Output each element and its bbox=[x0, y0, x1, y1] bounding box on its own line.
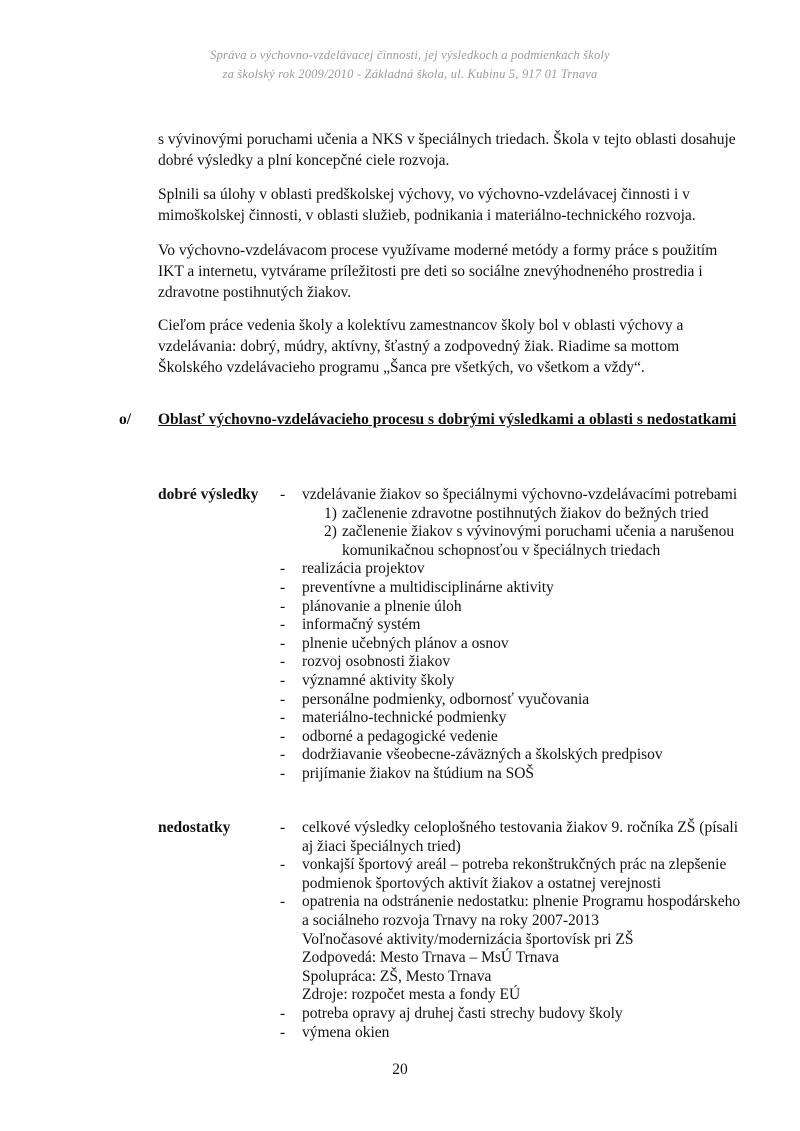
list-item bbox=[280, 672, 740, 691]
sublist-text: začlenenie zdravotne postihnutých žiakov do bežných tried bbox=[342, 504, 709, 522]
paragraph-1: s vývinovými poruchami učenia a NKS v špeciálnych triedach. Škola v tejto oblasti dosahuje dobré výsledky a plní koncepčné ciele rozvoja. bbox=[158, 131, 736, 169]
list-dash: - bbox=[280, 709, 286, 727]
list-dash: - bbox=[280, 1023, 286, 1041]
list-item-text: realizácia projektov bbox=[302, 560, 425, 578]
list-item bbox=[280, 856, 750, 893]
list-item bbox=[280, 819, 750, 856]
section-letter: o/ bbox=[119, 411, 132, 428]
shortcomings-label: nedostatky bbox=[158, 819, 231, 836]
list-dash: - bbox=[280, 597, 286, 615]
header-line-1: Správa o výchovno-vzdelávacej činnosti, jej výsledkoch a podmienkach školy bbox=[210, 48, 610, 62]
sublist-item bbox=[302, 505, 740, 524]
list-item-text: výmena okien bbox=[302, 1023, 390, 1041]
list-item bbox=[280, 486, 740, 560]
note-line: Zdroje: rozpočet mesta a fondy EÚ bbox=[302, 986, 521, 1004]
list-item bbox=[280, 746, 740, 765]
list-dash: - bbox=[280, 616, 286, 634]
list-dash: - bbox=[280, 578, 286, 596]
list-item-text: plánovanie a plnenie úloh bbox=[302, 597, 462, 615]
list-item-text: opatrenia na odstránenie nedostatku: plnenie Programu hospodárskeho a sociálneho rozvoja Trnavy na roky 2007-2013 bbox=[302, 893, 741, 929]
good-results-list bbox=[280, 486, 740, 784]
list-dash: - bbox=[280, 560, 286, 578]
list-dash: - bbox=[280, 634, 286, 652]
list-item-text: rozvoj osobnosti žiakov bbox=[302, 653, 451, 671]
list-item bbox=[280, 691, 740, 710]
list-dash: - bbox=[280, 819, 286, 836]
list-item bbox=[280, 1024, 750, 1043]
list-item bbox=[280, 893, 750, 930]
header-line-2: za školský rok 2009/2010 - Základná škola, ul. Kubinu 5, 917 01 Trnava bbox=[222, 67, 598, 81]
paragraph-3: Vo výchovno-vzdelávacom procese využívame moderné metódy a formy práce s použitím IKT a internetu, vytvárame príležitosti pre deti so sociálne znevýhodneného prostredia i zdravotne postihnutých žiakov. bbox=[158, 242, 718, 301]
sublist-item bbox=[302, 523, 740, 560]
list-item-text: potreba opravy aj druhej časti strechy budovy školy bbox=[302, 1004, 623, 1022]
sublist-number: 1) bbox=[324, 504, 337, 522]
list-item-text: informačný systém bbox=[302, 616, 421, 634]
list-item-text: plnenie učebných plánov a osnov bbox=[302, 634, 509, 652]
list-item bbox=[280, 598, 740, 617]
list-dash: - bbox=[280, 856, 286, 874]
list-dash: - bbox=[280, 486, 286, 503]
list-item-text: vzdelávanie žiakov so špeciálnymi výchovno-vzdelávacími potrebami bbox=[302, 486, 738, 503]
list-dash: - bbox=[280, 690, 286, 708]
list-item bbox=[280, 709, 740, 728]
list-item-text: prijímanie žiakov na štúdium na SOŠ bbox=[302, 764, 535, 782]
list-item bbox=[280, 765, 740, 784]
list-dash: - bbox=[280, 746, 286, 764]
list-item bbox=[280, 560, 740, 579]
list-dash: - bbox=[280, 653, 286, 671]
list-item-text: vonkajší športový areál – potreba rekonštrukčných prác na zlepšenie podmienok športových aktivít žiakov a ostatnej verejnosti bbox=[302, 856, 727, 892]
list-item-text: preventívne a multidisciplinárne aktivity bbox=[302, 578, 554, 596]
paragraph-4: Cieľom práce vedenia školy a kolektívu zamestnancov školy bol v oblasti výchovy a vzdelávania: dobrý, múdry, aktívny, šťastný a zodpovedný žiak. Riadime sa mottom Školského vzdelávacieho programu „Šanca pre všetkých, vo všetkom a vždy“. bbox=[158, 317, 684, 376]
list-item bbox=[280, 616, 740, 635]
good-results-label: dobré výsledky bbox=[158, 486, 259, 503]
note-line: Spolupráca: ZŠ, Mesto Trnava bbox=[302, 967, 492, 985]
list-item bbox=[280, 1005, 750, 1024]
page-number: 20 bbox=[392, 1061, 408, 1078]
list-dash: - bbox=[280, 1004, 286, 1022]
sublist-number: 2) bbox=[324, 523, 337, 541]
note-line: Zodpovedá: Mesto Trnava – MsÚ Trnava bbox=[302, 949, 560, 967]
list-item bbox=[280, 635, 740, 654]
page-header bbox=[110, 46, 710, 84]
list-item-text: materiálno-technické podmienky bbox=[302, 709, 507, 727]
list-item-text: dodržiavanie všeobecne-záväzných a školských predpisov bbox=[302, 746, 663, 764]
note-line: Voľnočasové aktivity/modernizácia športovísk pri ZŠ bbox=[302, 930, 634, 948]
paragraph-2: Splnili sa úlohy v oblasti predškolskej výchovy, vo výchovno-vzdelávacej činnosti i v mimoškolskej činnosti, v oblasti služieb, podnikania i materiálno-technického rozvoja. bbox=[158, 186, 696, 224]
list-dash: - bbox=[280, 671, 286, 689]
numbered-sublist bbox=[302, 505, 740, 561]
shortcomings-list bbox=[280, 819, 750, 1042]
list-item-text: odborné a pedagogické vedenie bbox=[302, 727, 498, 745]
list-item-text: personálne podmienky, odbornosť vyučovania bbox=[302, 690, 590, 708]
list-item bbox=[280, 579, 740, 598]
list-dash: - bbox=[280, 727, 286, 745]
list-item-text: významné aktivity školy bbox=[302, 671, 455, 689]
section-title: Oblasť výchovno-vzdelávacieho procesu s dobrými výsledkami a oblasti s nedostatkami bbox=[158, 411, 737, 428]
list-dash: - bbox=[280, 893, 286, 911]
list-item bbox=[280, 653, 740, 672]
measure-notes bbox=[280, 931, 750, 1005]
sublist-text: začlenenie žiakov s vývinovými poruchami učenia a narušenou komunikačnou schopnosťou v špeciálnych triedach bbox=[342, 523, 735, 559]
list-dash: - bbox=[280, 764, 286, 782]
list-item-text: celkové výsledky celoplošného testovania žiakov 9. ročníka ZŠ (písali aj žiaci špeciálnych tried) bbox=[302, 819, 739, 855]
list-item bbox=[280, 728, 740, 747]
